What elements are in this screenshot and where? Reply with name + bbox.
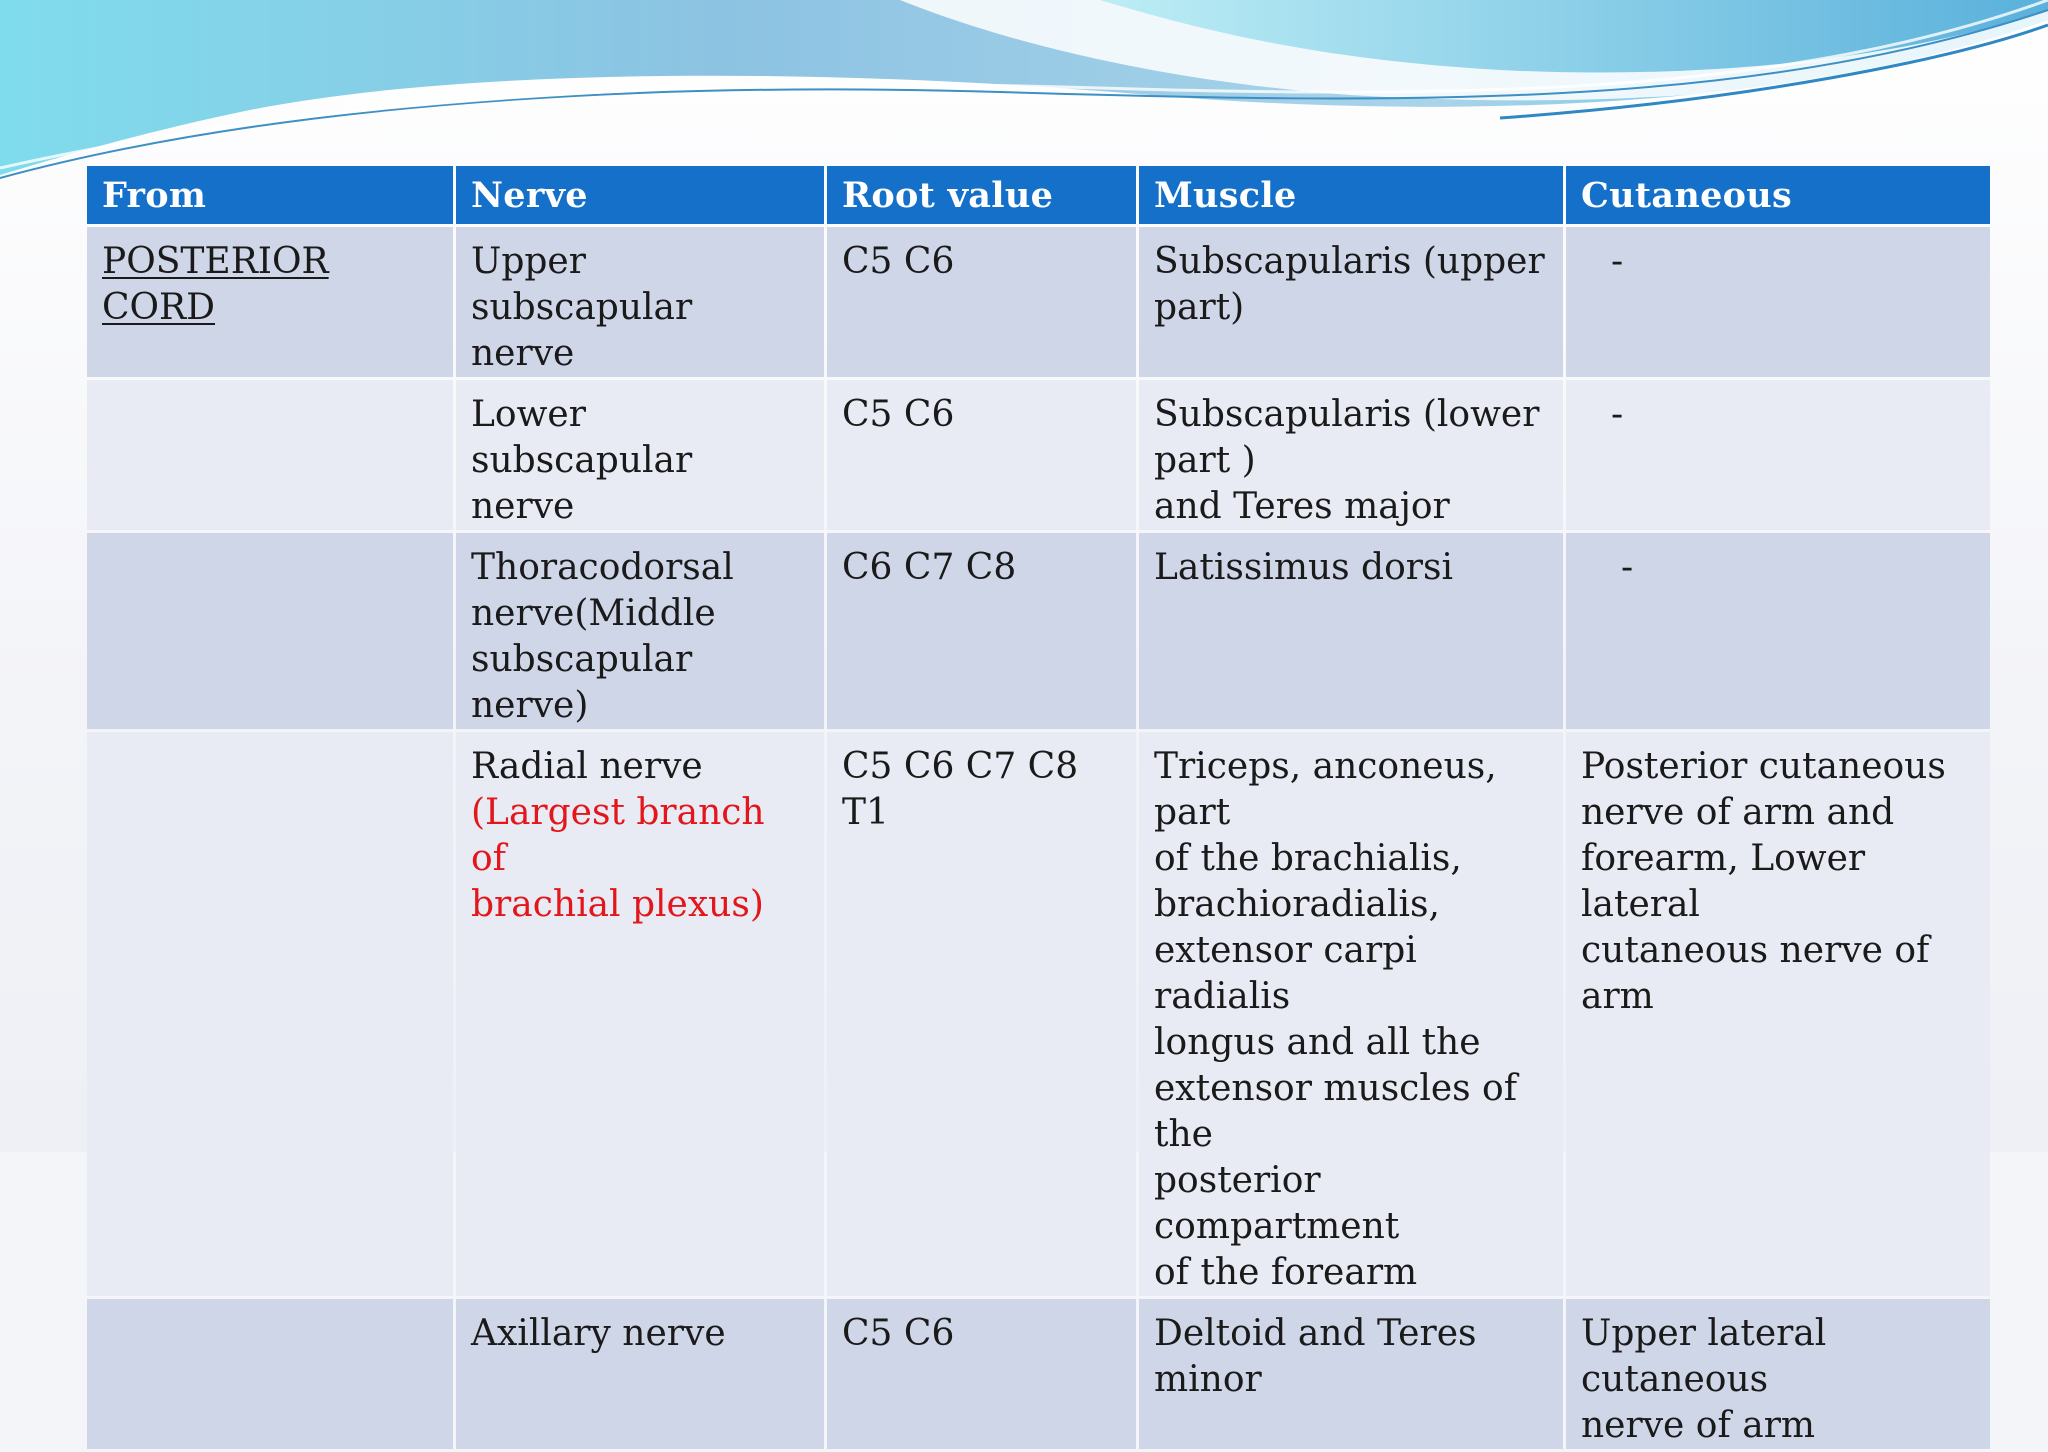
cell-cutaneous: Posterior cutaneous nerve of arm and forearm, Lower lateral cutaneous nerve of arm (1566, 732, 1990, 1296)
cell-root-value: C5 C6 (827, 1299, 1136, 1449)
header-from: From (87, 166, 453, 224)
table-row-thoracodorsal (87, 533, 1990, 729)
cell-nerve (456, 732, 824, 1296)
cell-muscle: Deltoid and Teres minor (1139, 1299, 1563, 1449)
cell-nerve: Lower subscapular nerve (456, 380, 824, 530)
cell-cutaneous (1566, 380, 1990, 530)
cell-from (87, 732, 453, 1296)
cutaneous-dash: - (1611, 394, 1624, 435)
table-container (87, 166, 1991, 1446)
cell-root-value: C5 C6 (827, 227, 1136, 377)
nerve-highlight-note: (Largest branch of brachial plexus) (471, 792, 765, 925)
nerve-name: Radial nerve (471, 746, 703, 787)
cell-from (87, 380, 453, 530)
table-row-upper-subscapular (87, 227, 1990, 377)
table-row-lower-subscapular (87, 380, 1990, 530)
cell-from (87, 533, 453, 729)
cell-nerve: Upper subscapular nerve (456, 227, 824, 377)
cell-cutaneous: Upper lateral cutaneous nerve of arm (1566, 1299, 1990, 1449)
table-row-axillary (87, 1299, 1990, 1449)
cutaneous-dash: - (1621, 547, 1634, 588)
cell-from (87, 1299, 453, 1449)
cell-muscle: Subscapularis (upper part) (1139, 227, 1563, 377)
posterior-cord-nerve-table (84, 163, 1993, 1452)
cell-root-value: C5 C6 C7 C8 T1 (827, 732, 1136, 1296)
cell-root-value: C6 C7 C8 (827, 533, 1136, 729)
cell-muscle: Triceps, anconeus, part of the brachialis, brachioradialis, extensor carpi radialis longus and all the extensor muscles of the posterior compartment of the forearm (1139, 732, 1563, 1296)
cell-from (87, 227, 453, 377)
header-nerve: Nerve (456, 166, 824, 224)
cell-cutaneous (1566, 533, 1990, 729)
cell-nerve: Thoracodorsal nerve(Middle subscapular nerve) (456, 533, 824, 729)
cell-muscle: Subscapularis (lower part ) and Teres major (1139, 380, 1563, 530)
posterior-cord-link[interactable]: POSTERIOR CORD (102, 241, 329, 328)
header-root-value: Root value (827, 166, 1136, 224)
table-header-row (87, 166, 1990, 224)
table-row-radial (87, 732, 1990, 1296)
cell-nerve: Axillary nerve (456, 1299, 824, 1449)
header-muscle: Muscle (1139, 166, 1563, 224)
cutaneous-dash: - (1611, 241, 1624, 282)
cell-root-value: C5 C6 (827, 380, 1136, 530)
cell-muscle: Latissimus dorsi (1139, 533, 1563, 729)
header-cutaneous: Cutaneous (1566, 166, 1990, 224)
cell-cutaneous (1566, 227, 1990, 377)
